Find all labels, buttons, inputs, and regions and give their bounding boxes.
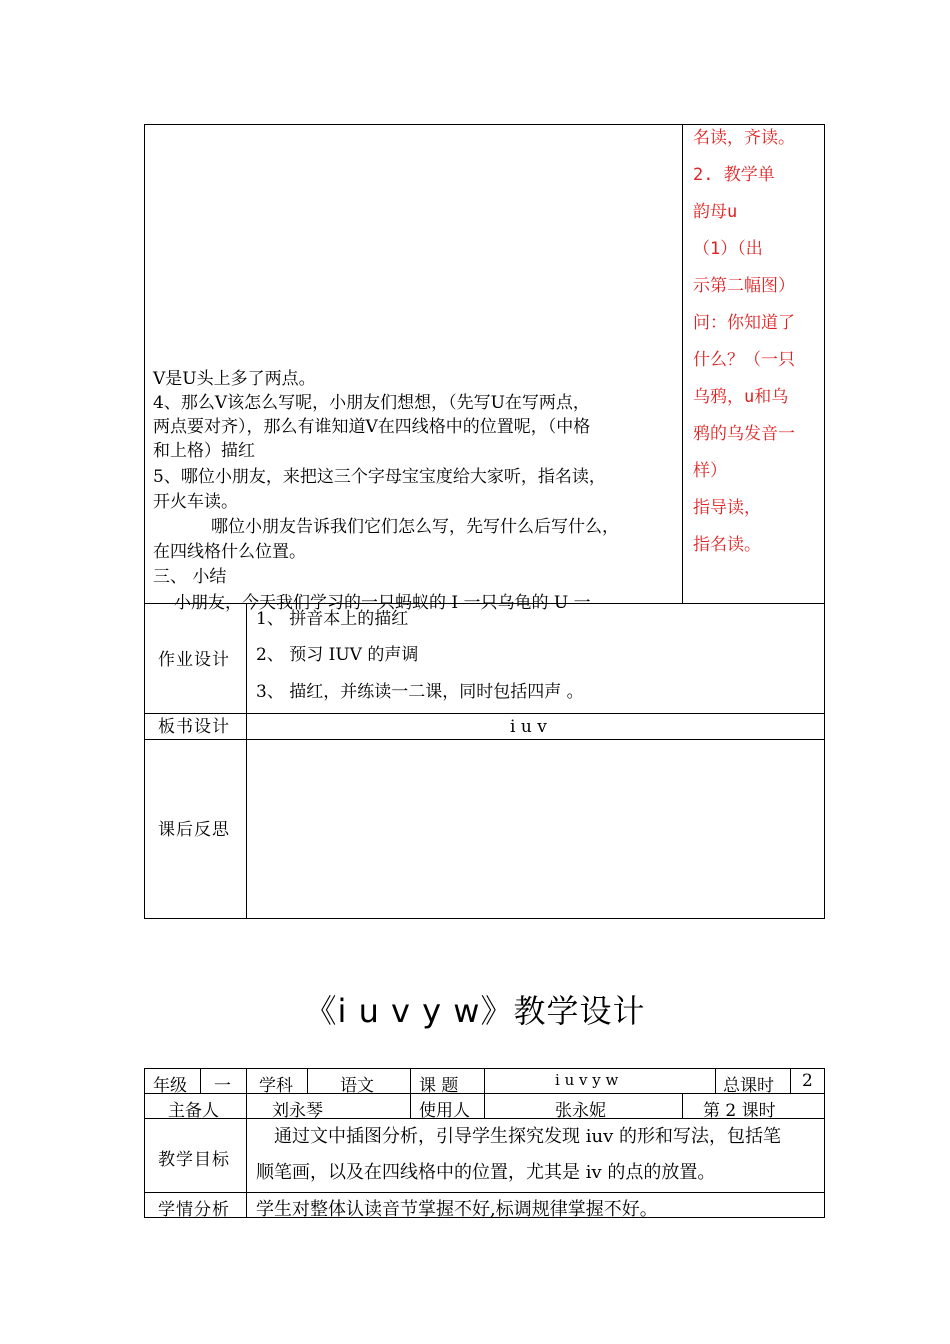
upper-table-label-divider — [246, 603, 247, 919]
grade-value: 一 — [214, 1076, 231, 1096]
board-label: 板书设计 — [158, 717, 230, 737]
document-title: 《i u v y w》教学设计 — [304, 992, 646, 1030]
total-hours-label: 总课时 — [723, 1076, 774, 1096]
upper-table-row-divider-3 — [144, 739, 825, 740]
homework-label: 作业设计 — [158, 650, 230, 670]
upper-table-row-divider-2 — [144, 713, 825, 714]
lesson-line: 和上格）描红 — [153, 441, 255, 461]
analysis-value: 学生对整体认读音节掌握不好,标调规律掌握不好。 — [256, 1199, 658, 1220]
lower-col-divider — [715, 1068, 716, 1093]
board-value: i u v — [510, 717, 547, 737]
lower-col-divider — [410, 1068, 411, 1118]
subject-label: 学科 — [259, 1076, 293, 1096]
preparer-label: 主备人 — [168, 1101, 219, 1121]
side-note-line: 鸦的乌发音一 — [693, 424, 795, 444]
lower-col-divider — [484, 1068, 485, 1118]
lesson-line: V是U头上多了两点。 — [153, 369, 316, 389]
homework-item: 3、 描红，并练读一二课，同时包括四声 。 — [256, 682, 584, 702]
period-text: 第 2 课时 — [703, 1101, 776, 1121]
side-note-line: 2. 教学单 — [693, 165, 775, 185]
total-hours-value: 2 — [802, 1071, 813, 1091]
side-note-line: 样） — [693, 461, 727, 481]
lesson-line: 两点要对齐），那么有谁知道V在四线格中的位置呢，（中格 — [153, 417, 591, 437]
goal-line: 顺笔画，以及在四线格中的位置，尤其是 iv 的点的放置。 — [256, 1162, 716, 1183]
goal-line: 通过文中插图分析，引导学生探究发现 iuv 的形和写法，包括笔 — [274, 1126, 781, 1147]
side-note-line: 指导读， — [693, 498, 761, 518]
side-note-line: 什么？（一只 — [693, 350, 795, 370]
lesson-line: 5、哪位小朋友，来把这三个字母宝宝度给大家听，指名读， — [153, 467, 606, 487]
lesson-line: 在四线格什么位置。 — [153, 542, 306, 562]
lower-col-divider — [200, 1068, 201, 1093]
side-note-line: 名读，齐读。 — [693, 128, 795, 148]
lesson-line: 哪位小朋友告诉我们它们怎么写，先写什么后写什么， — [211, 517, 619, 537]
lesson-label: 课 题 — [419, 1076, 459, 1096]
upper-table-side-divider — [682, 124, 683, 604]
analysis-label: 学情分析 — [158, 1200, 230, 1220]
side-note-line: 指名读。 — [693, 535, 761, 555]
lower-col-divider — [307, 1068, 308, 1093]
lesson-line: 三、 小结 — [153, 567, 227, 587]
side-note-line: （1）（出 — [693, 239, 763, 259]
homework-item: 1、 拼音本上的描红 — [256, 609, 409, 629]
user-label: 使用人 — [419, 1101, 470, 1121]
lower-col-divider — [790, 1068, 791, 1093]
user-value: 张永妮 — [555, 1101, 606, 1121]
lesson-line: 4、那么V该怎么写呢，小朋友们想想，（先写U在写两点， — [153, 393, 590, 413]
lower-col-divider — [682, 1093, 683, 1118]
subject-value: 语文 — [340, 1076, 374, 1096]
lesson-value: i u v y w — [555, 1071, 619, 1089]
goal-label: 教学目标 — [158, 1150, 230, 1170]
side-note-line: 问：你知道了 — [693, 313, 795, 333]
reflection-label: 课后反思 — [158, 820, 230, 840]
grade-label: 年级 — [153, 1076, 187, 1096]
side-note-line: 韵母u — [693, 202, 738, 222]
homework-item: 2、 预习 IUV 的声调 — [256, 645, 419, 665]
side-note-line: 乌鸦，u和乌 — [693, 387, 789, 407]
lesson-line: 小朋友，今天我们学习的一只蚂蚁的 I 一只乌龟的 U 一 — [174, 593, 591, 613]
lesson-line: 开火车读。 — [153, 492, 238, 512]
preparer-value: 刘永琴 — [272, 1101, 323, 1121]
lower-col-divider — [246, 1068, 247, 1218]
side-note-line: 示第二幅图） — [693, 276, 795, 296]
